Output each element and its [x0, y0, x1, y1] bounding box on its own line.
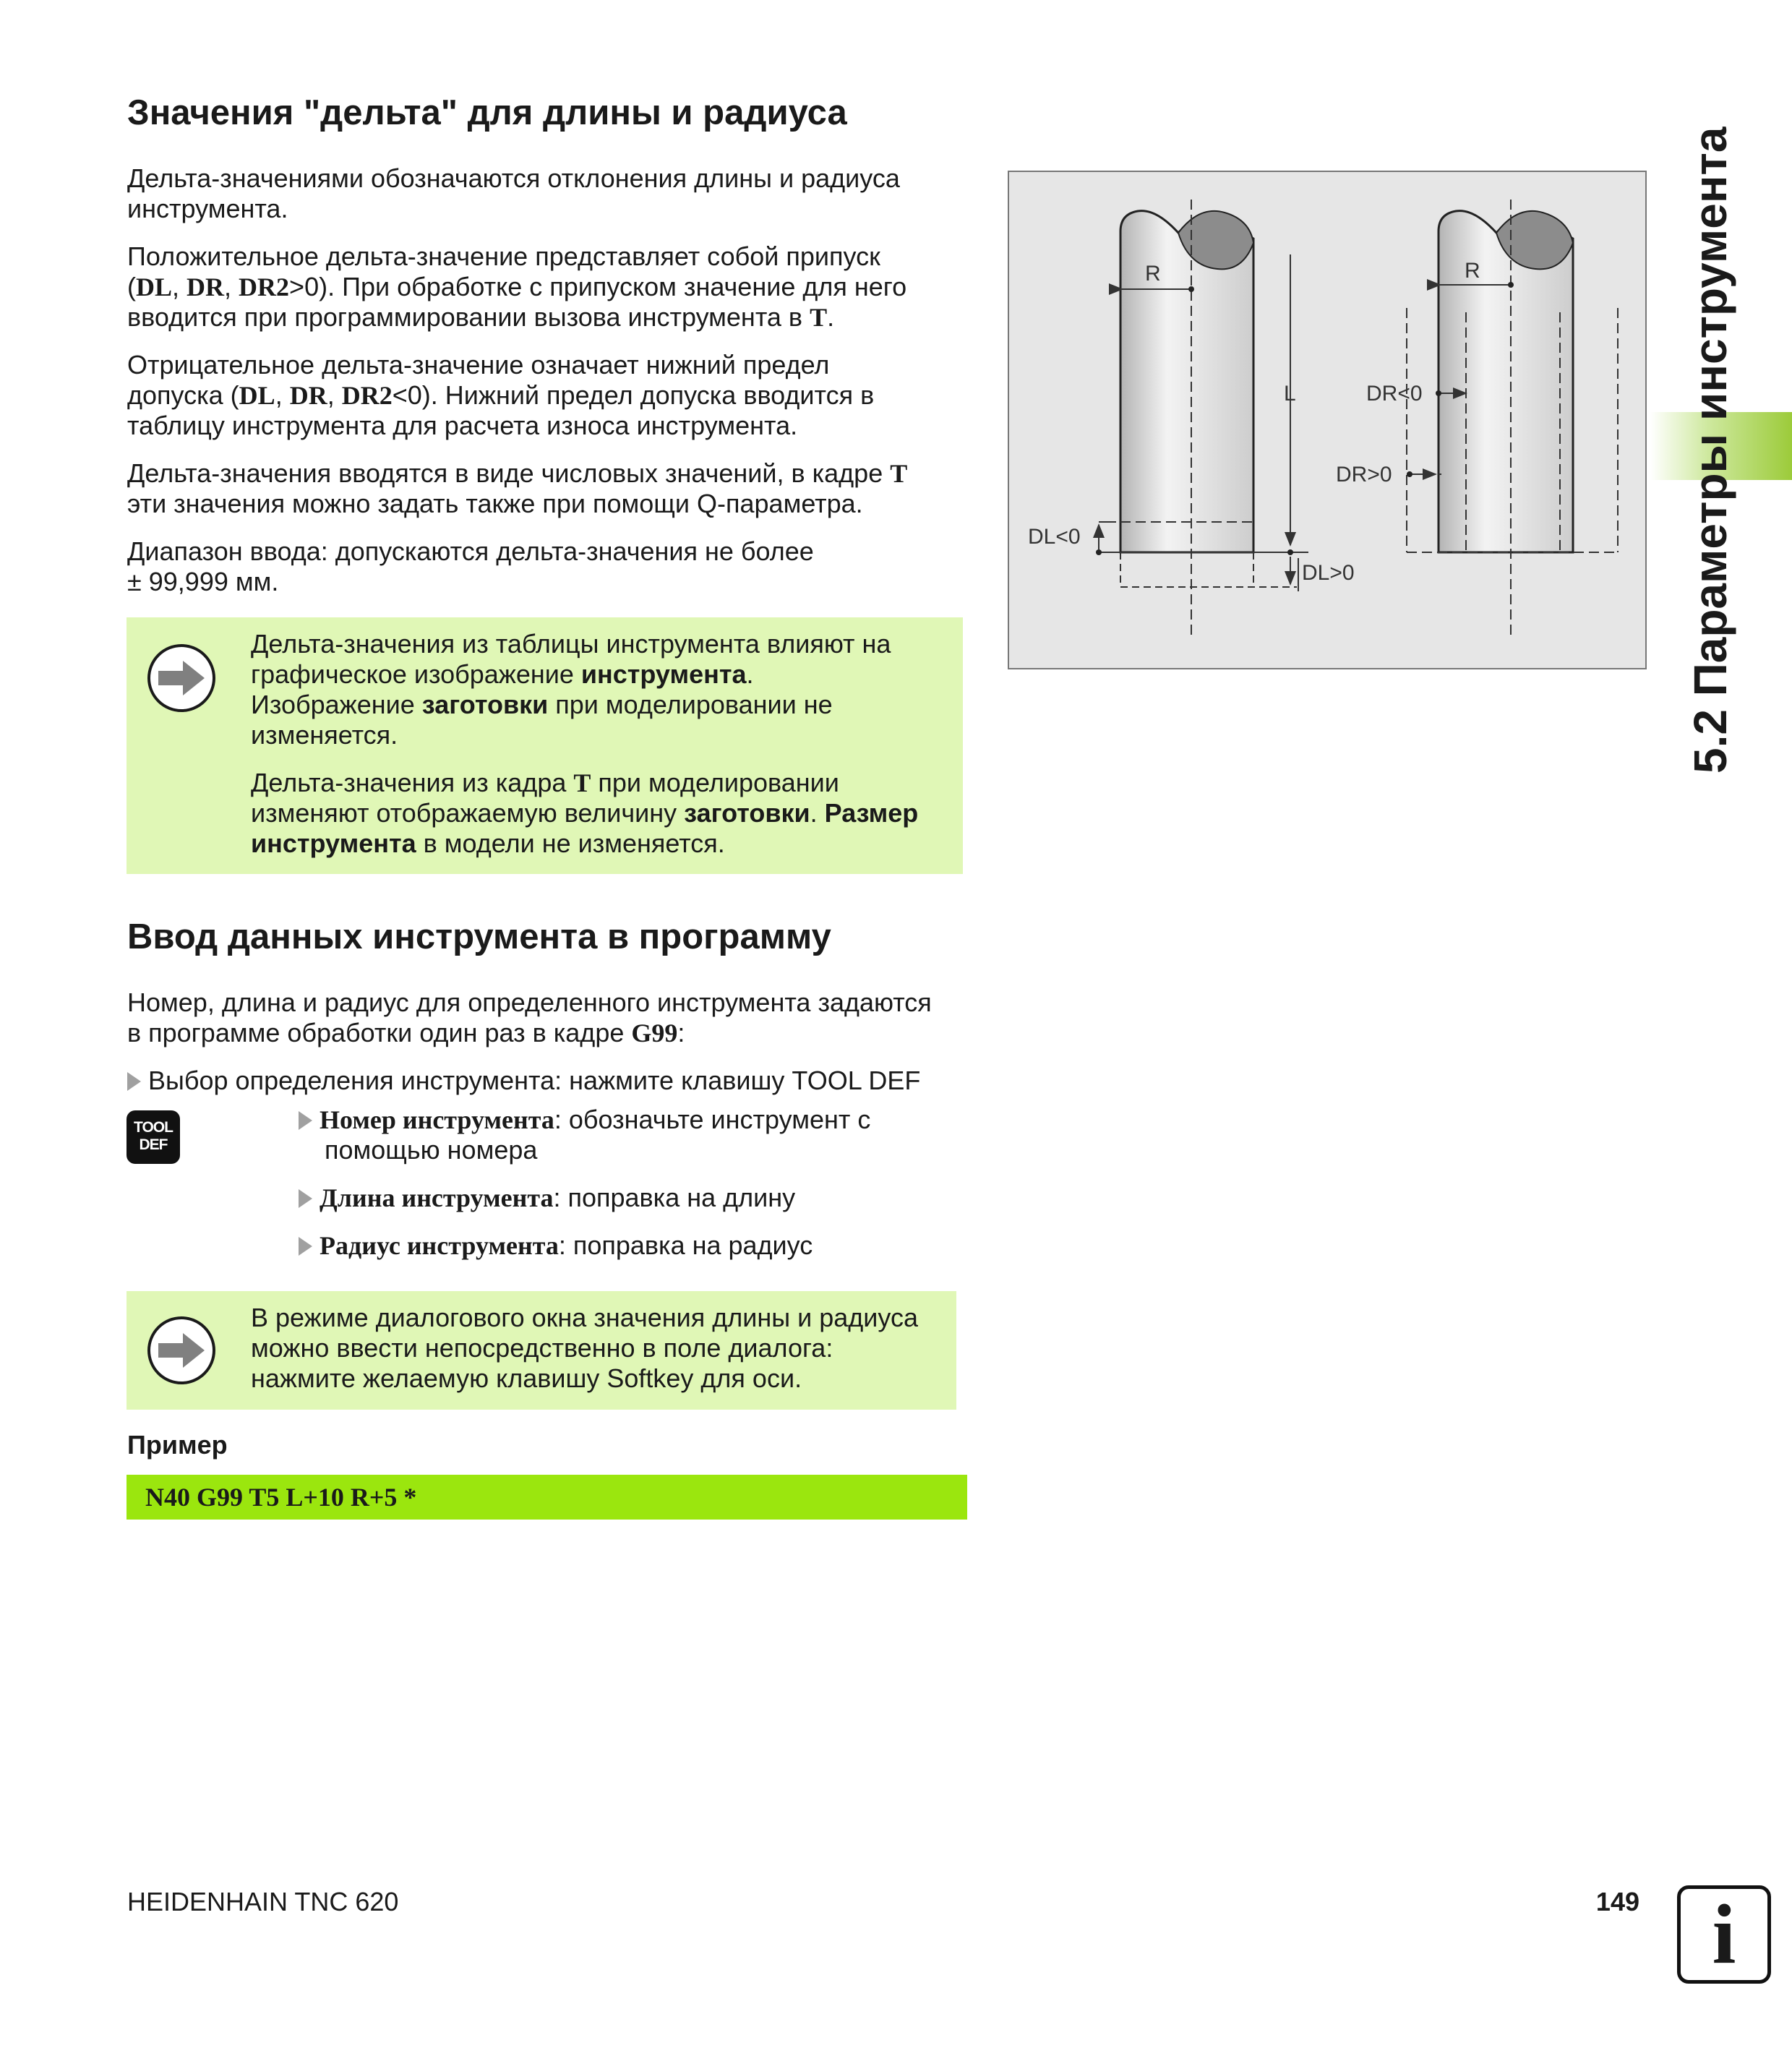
bold-term: инструмента: [251, 828, 416, 858]
text-fragment: :: [677, 1018, 685, 1047]
text-fragment: при моделировании не: [548, 690, 833, 719]
footer-product: HEIDENHAIN TNC 620: [127, 1887, 399, 1916]
code-dr: DR: [289, 381, 327, 410]
bold-term: заготовки: [684, 798, 810, 828]
code-t: T: [810, 303, 828, 332]
step-select-tool-def: [127, 1066, 920, 1096]
substep-tool-radius: [299, 1230, 813, 1261]
label-dr-negative: DR<0: [1366, 382, 1423, 406]
text-line: Положительное дельта-значение представляет собой припуск: [127, 241, 880, 271]
text-fragment: ,: [327, 380, 342, 410]
code-dr2: DR2: [341, 381, 393, 410]
text-line: помощью номера: [325, 1135, 538, 1165]
text-fragment: Дельта-значения вводятся в виде числовых значений, в кадре: [127, 458, 891, 488]
paragraph-positive: [127, 241, 980, 333]
text-line: Дельта-значения из таблицы инструмента влияют на: [251, 629, 891, 659]
paragraph-definition: [127, 163, 980, 224]
note2-paragraph: [251, 1303, 952, 1394]
arrow-right-icon: [145, 1314, 218, 1390]
code-g99: G99: [631, 1019, 678, 1047]
tool-def-key[interactable]: [127, 1110, 180, 1164]
triangle-bullet-icon: [299, 1189, 312, 1208]
text-line: нажмите желаемую клавишу Softkey для оси.: [251, 1363, 802, 1393]
tool-right-shape: [1439, 211, 1573, 552]
arrow-right-icon: [145, 642, 218, 718]
text-fragment: в модели не изменяется.: [416, 828, 725, 858]
text-fragment: <0). Нижний предел допуска вводится в: [392, 380, 875, 410]
bold-term: Радиус инструмента: [320, 1231, 559, 1260]
text-line: таблицу инструмента для расчета износа инструмента.: [127, 411, 798, 440]
text-line: можно ввести непосредственно в поле диалога:: [251, 1333, 833, 1363]
text-fragment: при моделировании: [591, 768, 839, 797]
text-fragment: .: [827, 302, 835, 332]
text-fragment: >0). При обработке с припуском значение для него: [289, 272, 907, 301]
label-r-right: R: [1465, 259, 1480, 283]
note-box-delta-values: [127, 617, 963, 874]
text-line: ± 99,999 мм.: [127, 567, 279, 596]
example-code: N40 G99 T5 L+10 R+5 *: [145, 1483, 417, 1512]
text-fragment: : поправка на радиус: [558, 1230, 813, 1260]
note1-paragraph-a: [251, 629, 952, 750]
bold-term: Номер инструмента: [320, 1105, 554, 1134]
key-label: DEF: [139, 1136, 168, 1153]
paragraph-entry: [127, 458, 980, 519]
text-line: эти значения можно задать также при помощи Q-параметра.: [127, 489, 863, 518]
text-line: Диапазон ввода: допускаются дельта-значения не более: [127, 536, 814, 566]
text-fragment: графическое изображение: [251, 659, 581, 689]
note1-paragraph-b: [251, 768, 952, 859]
text-line: инструмента.: [127, 194, 288, 223]
triangle-bullet-icon: [127, 1072, 141, 1091]
label-dr-positive: DR>0: [1336, 463, 1392, 487]
label-dl-positive: DL>0: [1302, 561, 1355, 585]
section-side-title: 5.2 Параметры инструмента: [1684, 127, 1736, 774]
text-fragment: .: [810, 798, 825, 828]
text-fragment: : поправка на длину: [553, 1183, 796, 1212]
example-code-bar: [127, 1475, 967, 1520]
text-fragment: Дельта-значения из кадра: [251, 768, 574, 797]
substep-tool-length: [299, 1183, 795, 1213]
label-dl-negative: DL<0: [1028, 525, 1081, 549]
section1-body: [127, 163, 980, 597]
code-dr2: DR2: [239, 273, 290, 301]
text-fragment: Изображение: [251, 690, 422, 719]
bold-term: заготовки: [421, 690, 549, 719]
triangle-bullet-icon: [299, 1237, 312, 1256]
code-dl: DL: [136, 273, 173, 301]
bold-term: Размер: [824, 798, 919, 828]
label-r-left: R: [1145, 262, 1161, 286]
paragraph-range: [127, 536, 980, 597]
section-heading-delta: Значения "дельта" для длины и радиуса: [127, 93, 847, 132]
example-label: Пример: [127, 1430, 228, 1460]
bold-term: Длина инструмента: [320, 1183, 554, 1212]
text-fragment: (: [127, 272, 136, 301]
tool-left-shape: [1120, 211, 1253, 552]
page-number: 149: [1595, 1887, 1639, 1916]
text-line: В режиме диалогового окна значения длины и радиуса: [251, 1303, 918, 1332]
text-line: Дельта-значениями обозначаются отклонения длины и радиуса: [127, 163, 900, 193]
text-fragment: ,: [172, 272, 187, 301]
delta-diagram: [1008, 171, 1647, 669]
label-l: L: [1284, 382, 1296, 406]
text-fragment: изменяют отображаемую величину: [251, 798, 685, 828]
code-t: T: [890, 459, 908, 488]
text-fragment: : обозначьте инструмент с: [554, 1105, 871, 1134]
note-box-dialog: [127, 1291, 956, 1410]
step-text: Выбор определения инструмента: нажмите клавишу TOOL DEF: [148, 1066, 921, 1095]
substep-tool-number: [299, 1105, 870, 1165]
bold-term: инструмента: [580, 659, 747, 689]
paragraph-negative: [127, 350, 980, 441]
paragraph-tool-input: [127, 987, 932, 1048]
text-fragment: вводится при программировании вызова инструмента в: [127, 302, 810, 332]
code-dr: DR: [187, 273, 225, 301]
text-fragment: допуска (: [127, 380, 239, 410]
info-glyph: i: [1712, 1887, 1736, 1981]
text-fragment: ,: [275, 380, 290, 410]
code-dl: DL: [239, 381, 275, 410]
section-heading-tool-input: Ввод данных инструмента в программу: [127, 917, 831, 956]
key-label: TOOL: [134, 1119, 173, 1136]
text-fragment: .: [746, 659, 754, 689]
text-line: Отрицательное дельта-значение означает нижний предел: [127, 350, 830, 380]
text-line: Номер, длина и радиус для определенного инструмента задаются: [127, 987, 932, 1017]
text-line: изменяется.: [251, 720, 398, 750]
triangle-bullet-icon: [299, 1111, 312, 1130]
info-icon: [1677, 1885, 1771, 1984]
text-fragment: в программе обработки один раз в кадре: [127, 1018, 632, 1047]
text-fragment: ,: [224, 272, 239, 301]
code-t: T: [573, 768, 591, 797]
